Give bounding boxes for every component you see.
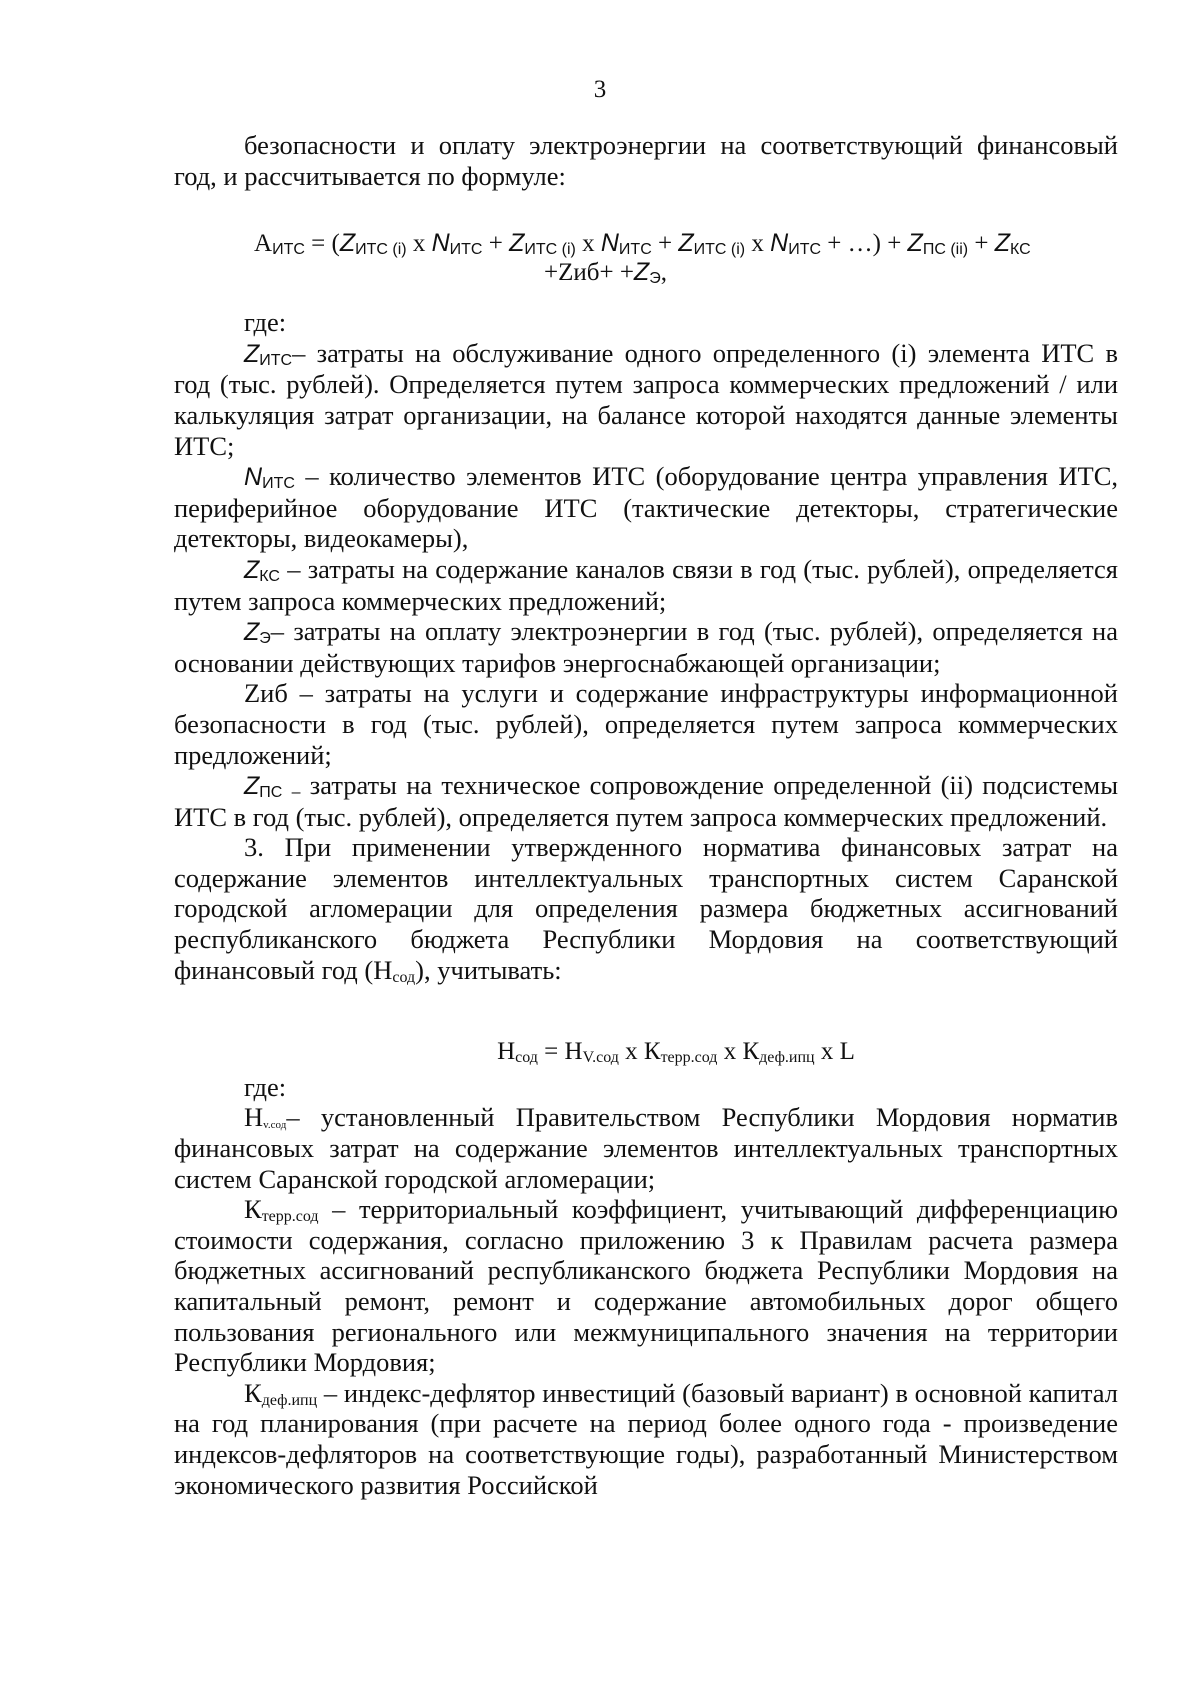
definition-z-e: $Z_Э-$ затраты на оплату электроэнергии в год (тыс. рублей), определяется на основании действующих тарифов энергоснабжающей организации; — [174, 616, 1118, 678]
formula-hsod: $Н_{сод} = Н_{V.сод}$ х $К_{терр.сод}$ х $К_{деф.ипц}$ х L — [497, 1038, 855, 1067]
where-label-2: где: — [244, 1071, 287, 1102]
definition-z-ks: $Z_{КС}$ – затраты на содержание каналов связи в год (тыс. рублей), определяется путем запроса коммерческих предложений; — [174, 553, 1118, 616]
definition-k-def: $К_{деф.ипц}$ – индекс-дефлятор инвестиций (базовый вариант) в основной капитал на год планирования (при расчете на период более одного года - произведение индексов-дефляторов на соответствующие годы), разработанный Министерством экономического развития Российской — [174, 1377, 1118, 1500]
definition-n-its: $N_{ИТС}$ – количество элементов ИТС (оборудование центра управления ИТС, периферийное оборудование ИТС (тактические детекторы, стратегические детекторы, видеокамеры), — [174, 461, 1118, 554]
formula-aits: $А_{ИТС} = (Z_{ИТС (i)}$ х $N_{ИТС} + Z_{ИТС (i)}$ х $N_{ИТС} + Z_{ИТС (i)}$ х $N_{ИТС}$ + …) + $Z_{ПС (ii)} + Z_{КС}$ $+Zиб+ +Z_Э$, — [254, 229, 1031, 288]
definition-k-terr: $К_{терр.сод}$ – территориальный коэффициент, учитывающий дифференциацию стоимости содержания, согласно приложению 3 к Правилам расчета размера бюджетных ассигнований республиканского бюджета Республики Мордовия на капитальный ремонт, ремонт и содержание автомобильных дорог общего пользования регионального или межмуниципального значения на территории Республики Мордовия; — [174, 1194, 1118, 1378]
definition-z-ib: Zиб – затраты на услуги и содержание инфраструктуры информационной безопасности в год (тыс. рублей), определяется путем запроса коммерческих предложений; — [174, 678, 1118, 770]
definition-z-its: $Z_{ИТС}-$ затраты на обслуживание одного определенного (i) элемента ИТС в год (тыс. рублей). Определяется путем запроса коммерческих предложений / или калькуляция затрат организации, на балансе которой находятся данные элементы ИТС; — [174, 337, 1118, 461]
paragraph-3: 3. При применении утвержденного норматива финансовых затрат на содержание элементов интеллектуальных транспортных систем Саранской городской агломерации для определения размера бюджетных ассигнований республиканского бюджета Республики Мордовия на соответствующий финансовый год $(Н_{сод})$, учитывать: — [174, 832, 1118, 986]
where-label-1: где: — [244, 307, 287, 338]
definition-z-ps: $Z_{ПС}$ $_-$ затраты на техническое сопровождение определенной (ii) подсистемы ИТС в год (тыс. рублей), определяется путем запроса коммерческих предложений. — [174, 770, 1118, 832]
page-number: 3 — [593, 76, 607, 103]
paragraph-intro: безопасности и оплату электроэнергии на соответствующий финансовый год, и рассчитывается по формуле: — [174, 130, 1118, 191]
page-body — [174, 130, 1118, 1500]
definition-h-vsod: Нv.сод– установленный Правительством Республики Мордовия норматив финансовых затрат на содержание элементов интеллектуальных транспортных систем Саранской городской агломерации; — [174, 1102, 1118, 1194]
